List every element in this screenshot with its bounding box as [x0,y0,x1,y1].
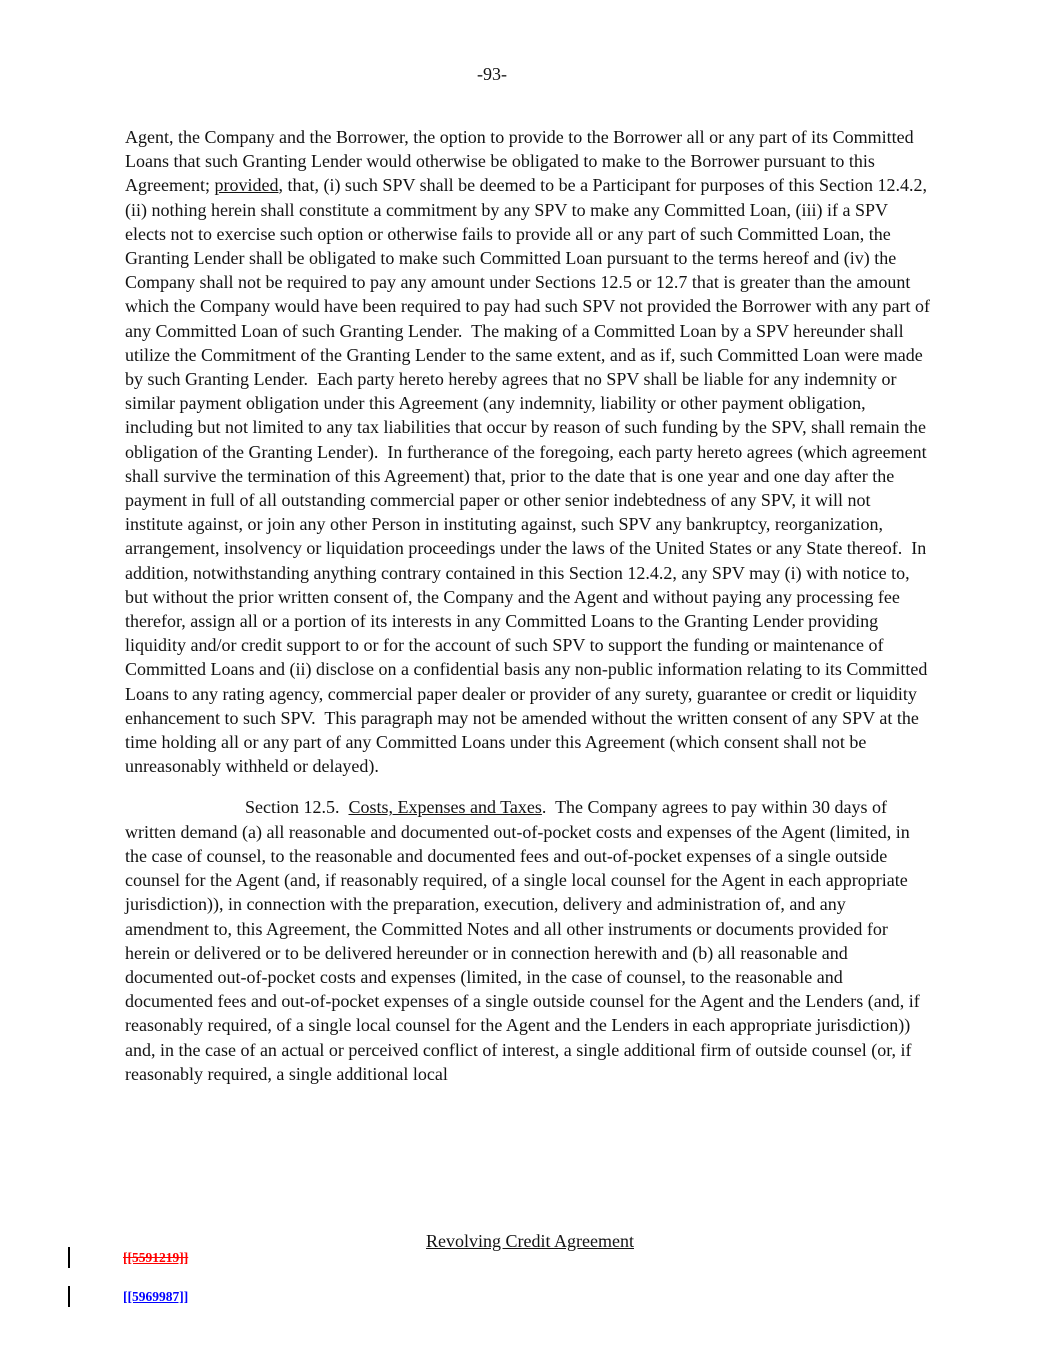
change-bar [68,1247,70,1268]
document-body [125,125,935,1086]
paragraph-text-lead: Agent, the Company and the Borrower, the option to provide to the Borrower all or any part of its Committed Loans that such Granting Lender would otherwise be obligated to make to the Borrower pursuant to this Agreement; [125,127,919,196]
paragraph-spv-option [125,125,935,778]
revision-id-added: [[5969987]] [123,1289,189,1304]
paragraph-section-12-5 [125,795,931,1085]
section-title: Costs, Expenses and Taxes [348,797,542,818]
change-bar [68,1286,70,1307]
revision-id-deleted: [[5591219]] [123,1250,189,1265]
document-footer-title: Revolving Credit Agreement [426,1231,634,1251]
section-body-text: . The Company agrees to pay within 30 days of written demand (a) all reasonable and documented out-of-pocket costs and expenses of the Agent (limited, in the case of counsel, to the reasonable and documented fees and out-of-pocket expenses of a single outside counsel for the Agent (and, if reasonably required, of a single local counsel for the Agent in each appropriate jurisdiction)), in connection with the preparation, execution, delivery and administration of, and any amendment to, this Agreement, the Committed Notes and all other instruments or documents provided for herein or delivered or to be delivered hereunder or in connection herewith and (b) all reasonable and documented out-of-pocket costs and expenses (limited, in the case of counsel, to the reasonable and documented fees and out-of-pocket expenses of a single outside counsel for the Agent and the Lenders (and, if reasonably required, of a single local counsel for the Agent and the Lenders in each appropriate jurisdiction)) and, in the case of an actual or perceived conflict of interest, a single additional firm of outside counsel (or, if reasonably required, a single additional local [125,797,925,1084]
paragraph-text-rest: , that, (i) such SPV shall be deemed to be a Participant for purposes of this Section 12.4.2, (ii) nothing herein shall constitute a commitment by any SPV to make any Committed Loan, (iii) if a SPV elects not to exercise such option or otherwise fails to provide all or any part of such Committed Loan, the Granting Lender shall be obligated to make such Committed Loan pursuant to the terms hereof and (iv) the Company shall not be required to pay any amount under Sections 12.5 or 12.7 that is greater than the amount which the Company would have been required to pay had such SPV not provided the Borrower with any part of any Committed Loan of such Granting Lender. The making of a Committed Loan by a SPV hereunder shall utilize the Commitment of the Granting Lender to the same extent, and as if, such Committed Loan were made by such Granting Lender. Each party hereto hereby agrees that no SPV shall be liable for any indemnity or similar payment obligation under this Agreement (any indemnity, liability or other payment obligation, including but not limited to any tax liabilities that occur by reason of such funding by the SPV, shall remain the obligation of the Granting Lender). In furtherance of the foregoing, each party hereto agrees (which agreement shall survive the termination of this Agreement) that, prior to the date that is one year and one day after the payment in full of all outstanding commercial paper or other senior indebtedness of any SPV, it will not institute against, or join any other Person in instituting against, such SPV any bankruptcy, reorganization, arrangement, insolvency or liquidation proceedings under the laws of the United States or any State thereof. In addition, notwithstanding anything contrary contained in this Section 12.4.2, any SPV may (i) with notice to, but without the prior written consent of, the Company and the Agent and without paying any processing fee therefor, assign all or a portion of its interests in any Committed Loans to the Granting Lender providing liquidity and/or credit support to or for the account of such SPV to support the funding or maintenance of Committed Loans and (ii) disclose on a confidential basis any non-public information relating to its Committed Loans to any rating agency, commercial paper dealer or provider of any surety, guarantee or credit or liquidity enhancement to such SPV. This paragraph may not be amended without the written consent of any SPV at the time holding all or any part of any Committed Loans under this Agreement (which consent shall not be unreasonably withheld or delayed). [125,175,935,777]
defined-term-provided: provided [214,175,279,196]
section-label: Section 12.5. [245,797,349,818]
page-number: -93- [477,64,507,84]
